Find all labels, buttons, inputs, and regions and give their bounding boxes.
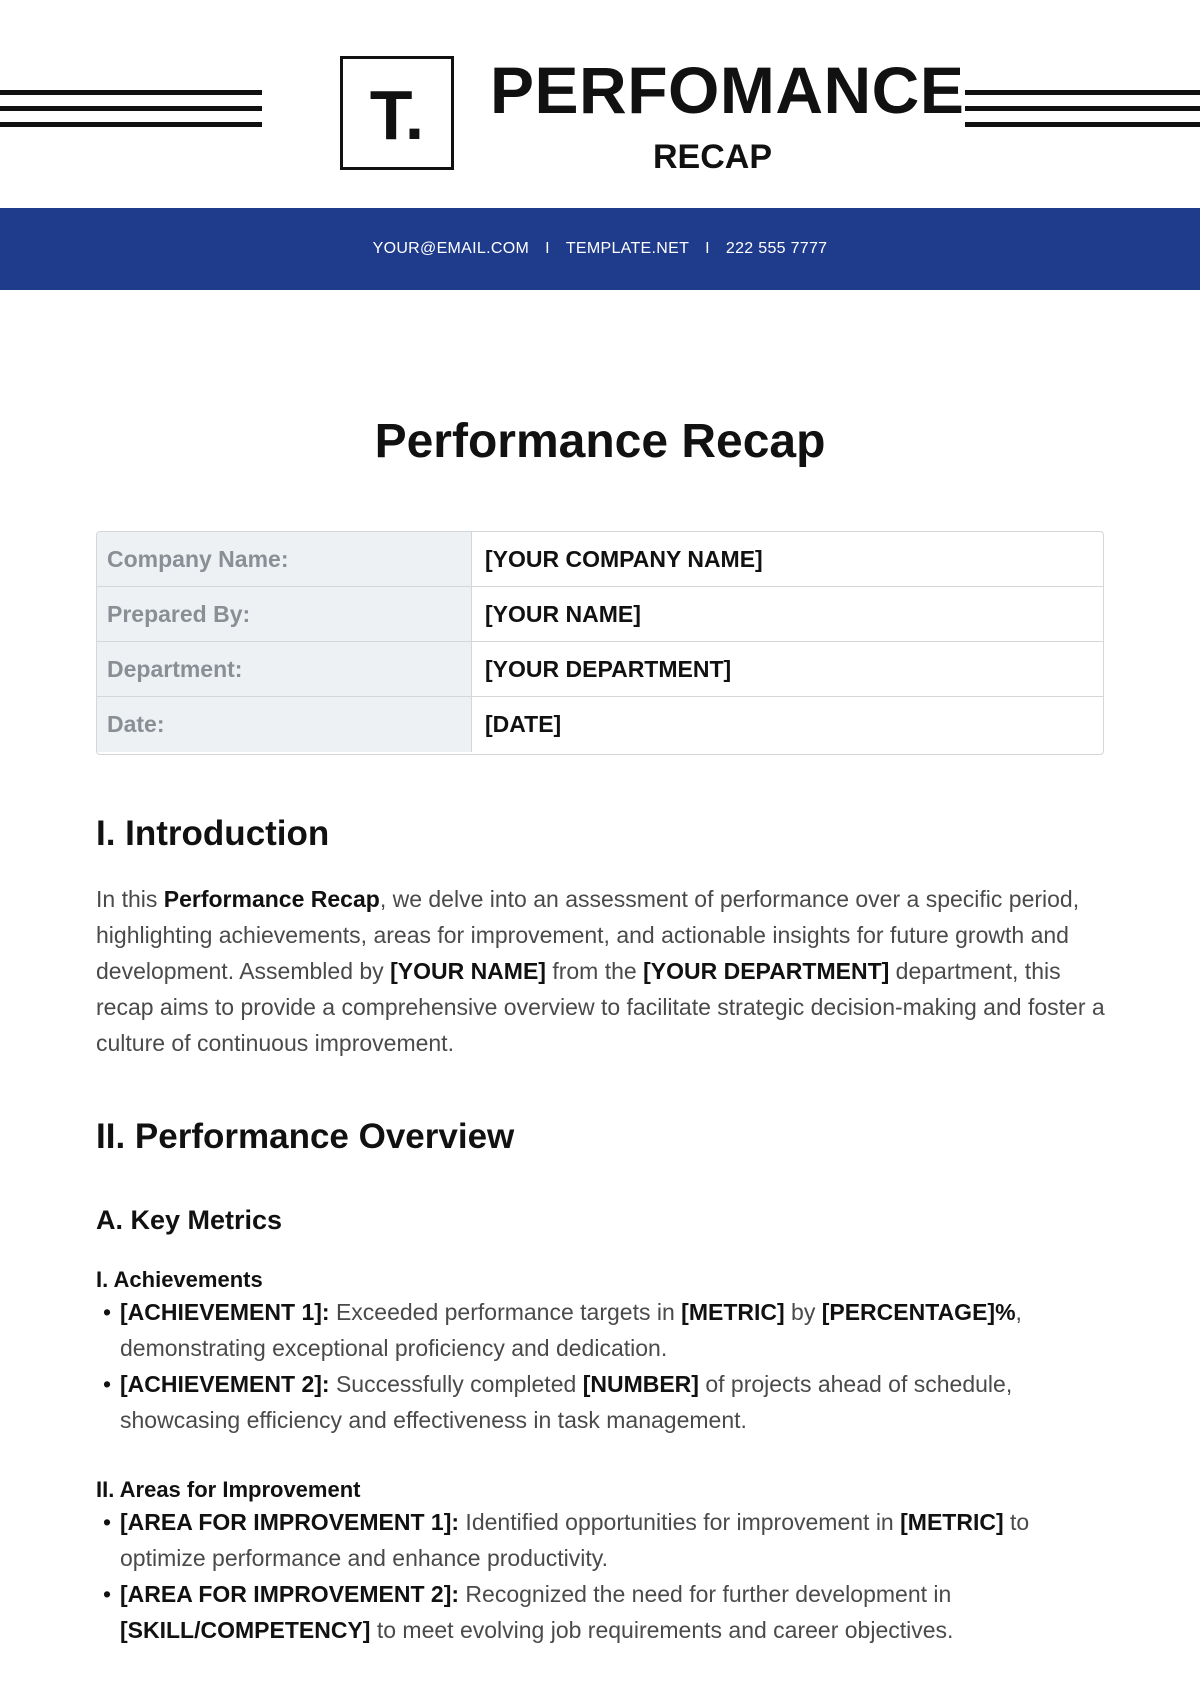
table-row	[97, 697, 1103, 752]
info-value: [DATE]	[485, 711, 562, 737]
item-text: by	[784, 1299, 822, 1325]
contact-email[interactable]: YOUR@EMAIL.COM	[372, 240, 530, 257]
decorative-lines-right	[965, 90, 1200, 138]
item-text: , demonstrating exceptional proficiency and dedication.	[120, 1299, 1022, 1361]
brand-subtitle: RECAP	[652, 138, 773, 176]
table-row	[97, 532, 1103, 587]
list-item	[96, 1294, 1108, 1366]
item-text: Successfully completed	[329, 1371, 583, 1397]
item-bold: [NUMBER]	[582, 1371, 699, 1397]
achievements-heading: I. Achievements	[96, 1267, 263, 1292]
item-text: to meet evolving job requirements and career objectives.	[370, 1617, 954, 1643]
info-value: [YOUR NAME]	[472, 587, 1104, 642]
info-label: Department:	[97, 642, 472, 697]
introduction-paragraph	[96, 881, 1108, 1061]
item-text: of projects ahead of schedule, showcasing efficiency and effectiveness in task management.	[120, 1371, 1013, 1433]
intro-text: from the	[545, 958, 644, 984]
contact-bar	[0, 208, 1200, 290]
areas-for-improvement-heading: II. Areas for Improvement	[96, 1477, 361, 1502]
contact-website[interactable]: TEMPLATE.NET	[565, 240, 690, 257]
document-title: Performance Recap	[374, 415, 826, 468]
list-item	[96, 1366, 1108, 1438]
item-bold: [PERCENTAGE]%	[821, 1299, 1016, 1325]
info-value: [YOUR COMPANY NAME]	[472, 532, 1104, 587]
item-text: Recognized the need for further development in	[459, 1581, 952, 1607]
item-label: [ACHIEVEMENT 2]:	[120, 1371, 330, 1397]
intro-text: department, this recap aims to provide a comprehensive overview to facilitate strategic decision-making and foster a culture of continuous improvement.	[96, 958, 1105, 1056]
key-metrics-heading: A. Key Metrics	[96, 1205, 283, 1235]
info-label: Prepared By:	[97, 587, 472, 642]
info-table	[96, 531, 1104, 755]
performance-overview-heading: II. Performance Overview	[96, 1117, 515, 1156]
decorative-lines-left	[0, 90, 262, 138]
intro-bold: [YOUR NAME]	[390, 958, 546, 984]
item-text: Exceeded performance targets in	[329, 1299, 682, 1325]
table-row	[97, 642, 1103, 697]
item-text: Identified opportunities for improvement in	[459, 1509, 901, 1535]
contact-phone[interactable]: 222 555 7777	[725, 240, 828, 257]
improvement-list	[96, 1504, 1108, 1648]
intro-bold: [YOUR DEPARTMENT]	[643, 958, 890, 984]
contact-separator: I	[705, 240, 710, 257]
achievements-list	[96, 1294, 1108, 1438]
intro-bold: Performance Recap	[163, 886, 380, 912]
table-row	[97, 587, 1103, 642]
contact-separator: I	[545, 240, 550, 257]
info-label: Date:	[97, 697, 472, 752]
item-bold: [SKILL/COMPETENCY]	[120, 1617, 371, 1643]
item-label: [ACHIEVEMENT 1]:	[120, 1299, 330, 1325]
info-value: [YOUR DEPARTMENT]	[472, 642, 1104, 697]
list-item	[96, 1504, 1108, 1576]
info-label: Company Name:	[97, 532, 472, 587]
item-text: to optimize performance and enhance productivity.	[120, 1509, 1030, 1571]
brand-logo: T.	[340, 56, 454, 170]
item-label: [AREA FOR IMPROVEMENT 2]:	[120, 1581, 460, 1607]
brand-title: PERFOMANCE	[490, 53, 965, 127]
item-bold: [METRIC]	[900, 1509, 1004, 1535]
intro-text: In this	[96, 886, 164, 912]
list-item	[96, 1576, 1108, 1648]
intro-text: , we delve into an assessment of performance over a specific period, highlighting achievements, areas for improvement, and actionable insights for future growth and development. Assembled by	[96, 886, 1080, 984]
item-label: [AREA FOR IMPROVEMENT 1]:	[120, 1509, 460, 1535]
item-bold: [METRIC]	[681, 1299, 785, 1325]
introduction-heading: I. Introduction	[96, 814, 330, 853]
